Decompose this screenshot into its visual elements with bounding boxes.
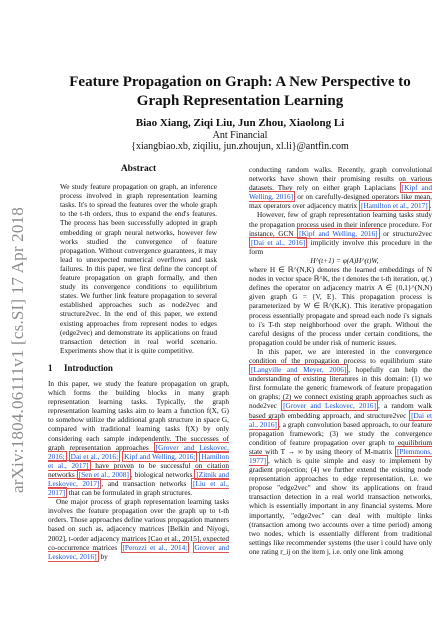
text-run: or on carefully-designed operators like mean, max operators over adjacency matrix <box>249 192 432 211</box>
citation-link[interactable]: [Sen et al., 2008] <box>78 469 129 479</box>
citation-link[interactable]: [Zitnik and Leskovec, 2017] <box>48 469 229 488</box>
citation-link[interactable]: [Plemmons, 1977] <box>249 446 433 465</box>
right-paragraph-3 <box>249 347 432 556</box>
text-run: , biological networks <box>130 469 193 479</box>
arxiv-stamp-text: arXiv:1804.06111v1 [cs.SI] 17 Apr 2018 <box>8 207 27 493</box>
text-run: or structure2vec <box>383 228 432 238</box>
citation-link[interactable]: [Hamilton et al., 2017] <box>361 201 428 211</box>
citation-link[interactable]: [Liu et al., 2017] <box>48 479 229 498</box>
text-run: , a graph convolution based approach, to our feature propagation framework; (3) we study the convergence condition of feature propagation over graph to equilibrium state with T → ∞ by using theory of M-matrix <box>249 419 432 456</box>
text-run: , hopefully can help the understanding of existing literatures in this domain: (1) we first formulate the generic framework of feature propagation on graphs; (2) we connect existing graph approaches such as node2vec <box>249 365 432 411</box>
abstract-body <box>60 182 217 355</box>
left-column <box>48 165 229 561</box>
citation-link[interactable]: Kipf and Welling, 2016; <box>124 451 196 461</box>
citation-link[interactable]: Grover and Leskovec, 2016] <box>48 542 229 561</box>
citation-link[interactable]: [Kipf and Welling, 2016] <box>299 228 378 238</box>
text-run: However, few of graph representation learning tasks study the propagation process used in their inference procedure. For instance, GCN <box>249 210 432 238</box>
text-run: In this paper, we study the feature propagation on graph, which forms the building blocks in many graph representation learning tasks. Typically, the graph representation learning tasks aim to learn a function f(X, G) to somehow utilize the additional graph structure in space G, compared with traditional learning tasks f(X) by only considering each sample independently. The successes of graph representation approaches <box>48 378 229 452</box>
citation-link[interactable]: [Dai et al., 2016] <box>249 410 432 429</box>
right-paragraph-1 <box>249 210 432 255</box>
text-run: have proven to be successful on citation networks <box>48 460 229 479</box>
right-column <box>249 165 432 556</box>
section-heading-introduction <box>48 364 229 373</box>
arxiv-stamp <box>0 120 36 580</box>
text-run: In this paper, we are interested in the convergence condition of the propagation process to equilibrium state <box>249 346 432 365</box>
text-run: implicitly involve this procedure in the form <box>249 237 433 256</box>
propagation-equation: H^(t+1) = φ(A)H^(t)W, <box>310 255 379 265</box>
paper-title: Feature Propagation on Graph: A New Perspective to Graph Representation Learning <box>69 74 411 109</box>
abstract-text: We study feature propagation on graph, an inference process involved in graph representation learning tasks. It's to spread the features over the whole graph to the t-th orders, thus to expand the end's features. The process has been successfully adopted in graph embedding or graph neural networks, however few works studied the convergence of feature propagation. Without convergence guarantees, it may lead to unexpected numerical overflows and task failures. In this paper, we first define the concept of feature propagation on graph formally, and then study its convergence conditions to equilibrium states. We further link feature propagation to several established approaches such as node2vec and structure2vec. In the end of this paper, we extend existing approaches from represent nodes to edges (edge2vec) and demonstrate its applications on fraud transaction detection in real world scenario. Experiments show that it is quite competitive. <box>60 182 217 355</box>
right-paragraph-0: conducting random walks. Recently, graph convolutional networks have shown their promising results on various datasets. They rely on either graph Laplacians [Kipf and Welling, 2016] or on carefully-designed operators like mean, max operators over adjacency matrix [Hamilton et al., 2017] . <box>249 165 432 211</box>
paper-email: {xiangbiao.xb, ziqiliu, jun.zhoujun, xl.li}@antfin.com <box>131 141 349 152</box>
text-run: One major process of graph representation learning tasks involves the feature propagation over the graph up to t-th orders. Those approaches define various propagation manners based on such as, adjacency matrices [Belkin and Niyogi, 2002], t-order adjacency matrices [Cao et al., 2015], expected co-occurrence matrices <box>48 497 229 552</box>
section-title: Introduction <box>64 362 113 373</box>
citation-link[interactable]: [Dai et al., 2016] <box>251 237 306 247</box>
citation-link[interactable]: [Perozzi et al., 2014; <box>122 542 188 552</box>
intro-paragraph-1 <box>48 379 229 497</box>
citation-link[interactable]: [Langville and Meyer, 2006] <box>251 365 347 375</box>
citation-link[interactable]: [Grover and Leskovec, 2016; <box>48 442 229 461</box>
abstract-heading: Abstract <box>120 164 157 174</box>
citation-link[interactable]: [Grover and Leskovec, 2016] <box>283 401 377 411</box>
text-run: conducting random walks. Recently, graph convolutional networks have shown their promising results on various datasets. They rely on either graph Laplacians <box>249 165 432 193</box>
right-paragraph-2: where H ∈ ℝ^(N,K) denotes the learned embeddings of N nodes in vector space ℝ^K, the t denotes the t-th iteration, φ(.) defines the operator on adjacency matrix A ∈ {0,1}^(N,N) given graph G = {V, E}. This propagation process is parameterized by W ∈ ℝ^(K,K). This iterative propagation process essentially propagate and spread each node i's signals to i's T-th step neighborhood over the graph. Without the careful designs of the process under certain conditions, the propagation could be under risk of numeric issues. <box>249 265 432 347</box>
paper-affiliation: Ant Financial <box>212 130 268 141</box>
text-run: that can be formulated in graph structures. <box>68 488 193 498</box>
citation-link[interactable]: Dai et al., 2016; <box>70 451 119 461</box>
text-run: , which is quite simple and easy to implement by gradient projection; (4) we further extend the existing node representation approaches to edge representation, i.e. we propose "edge2vec" and show its applications on fraud transaction detection in a real world transaction networks, which is essentially important in any financial systems. More importantly, "edge2vec" can deal with multiple links (transaction among two accounts over a time period) among two nodes, which is essentially different from traditional settings like recommender systems (the user i could have only one rating r_ij on the item j, i.e. only one link among <box>249 456 432 556</box>
text-run: , and transaction networks <box>101 479 187 488</box>
section-number: 1 <box>48 362 53 373</box>
text-run: , a random walk based graph embedding approach, and structure2vec <box>249 401 432 420</box>
citation-link[interactable]: Hamilton et al., 2017] <box>48 451 230 470</box>
text-run: by <box>100 551 108 561</box>
paper-authors: Biao Xiang, Ziqi Liu, Jun Zhou, Xiaolong Li <box>135 117 345 129</box>
intro-paragraph-2 <box>48 497 229 561</box>
citation-link[interactable]: [Kipf and Welling, 2016] <box>249 183 432 202</box>
